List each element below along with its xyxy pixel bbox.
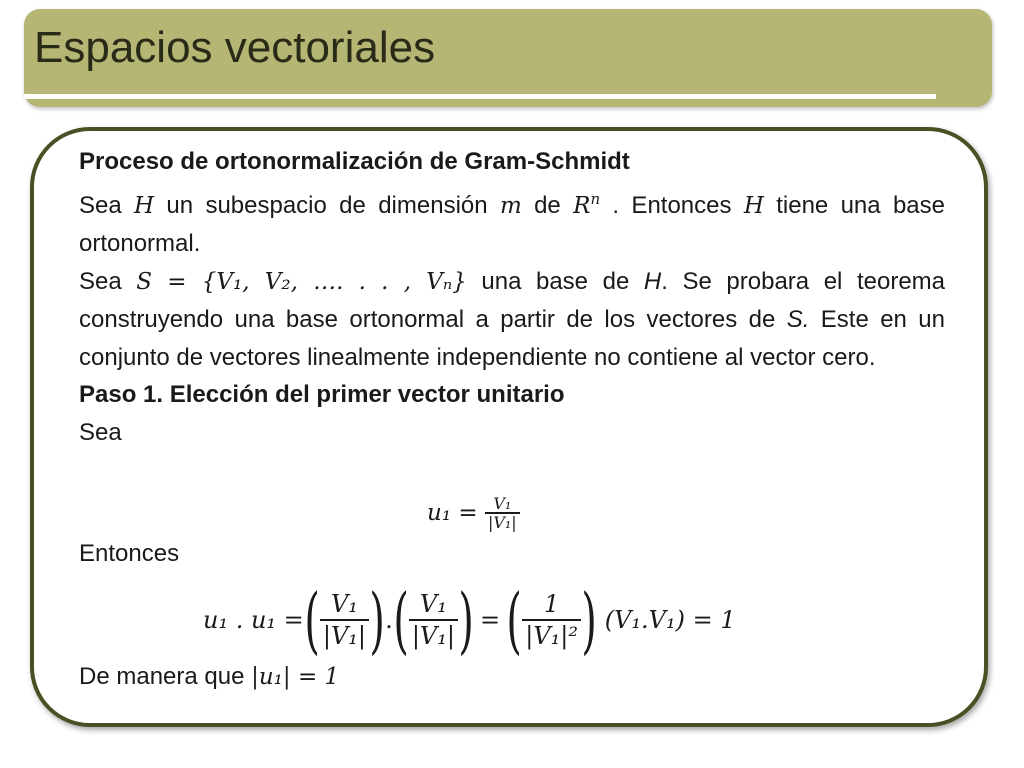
- title-bar: [24, 9, 992, 107]
- content-body: [79, 143, 945, 451]
- math-set-S: S = {V₁, V₂, …. . . , Vₙ}: [136, 268, 467, 295]
- entonces-label: Entonces: [79, 540, 180, 567]
- fraction-3: $\frac{1}{\text{|V₁|²}}$: [522, 589, 581, 651]
- paragraph-1: Sea H un subespacio de dimensión m de $R^n$ . Entonces H tiene una base ortonormal.: [79, 189, 945, 257]
- sea-label: Sea: [79, 418, 122, 446]
- math-Rn: $R^n$: [573, 189, 601, 219]
- section-heading: Proceso de ortonormalización de Gram-Schmidt: [79, 148, 630, 175]
- paragraph-2: Sea S = {V₁, V₂, …. . . , Vₙ} una base de H. Se probara el teorema construyendo una base ortonormal a partir de los vectores de S. Este en un conjunto de vectores linealmente independiente no contiene al vector cero.: [79, 267, 946, 371]
- fraction-1: $\frac{\text{V₁}}{\text{|V₁|}}$: [320, 589, 369, 651]
- equation-dot-product: u₁ . u₁ = ( $\frac{\text{V₁}}{\text{|V₁|}}$ ) . ( $\frac{\text{V₁}}{\text{|V₁|}}$ ) = ( $\frac{1}{\text{|V₁|²}}$ ) (V₁.V₁) = 1: [203, 578, 736, 662]
- slide-title: Espacios vectoriales: [34, 23, 436, 72]
- fraction-v1-norm: $\frac{\text{V₁}}{\text{|V₁|}}$: [485, 495, 520, 532]
- step-1-heading: Paso 1. Elección del primer vector unitario: [79, 381, 565, 408]
- equation-u1: u₁ = $\frac{\text{V₁}}{\text{|V₁|}}$: [427, 482, 520, 544]
- conclusion-line: De manera que |u₁| = 1: [79, 663, 340, 690]
- fraction-2: $\frac{\text{V₁}}{\text{|V₁|}}$: [409, 589, 458, 651]
- title-underline: [24, 94, 936, 99]
